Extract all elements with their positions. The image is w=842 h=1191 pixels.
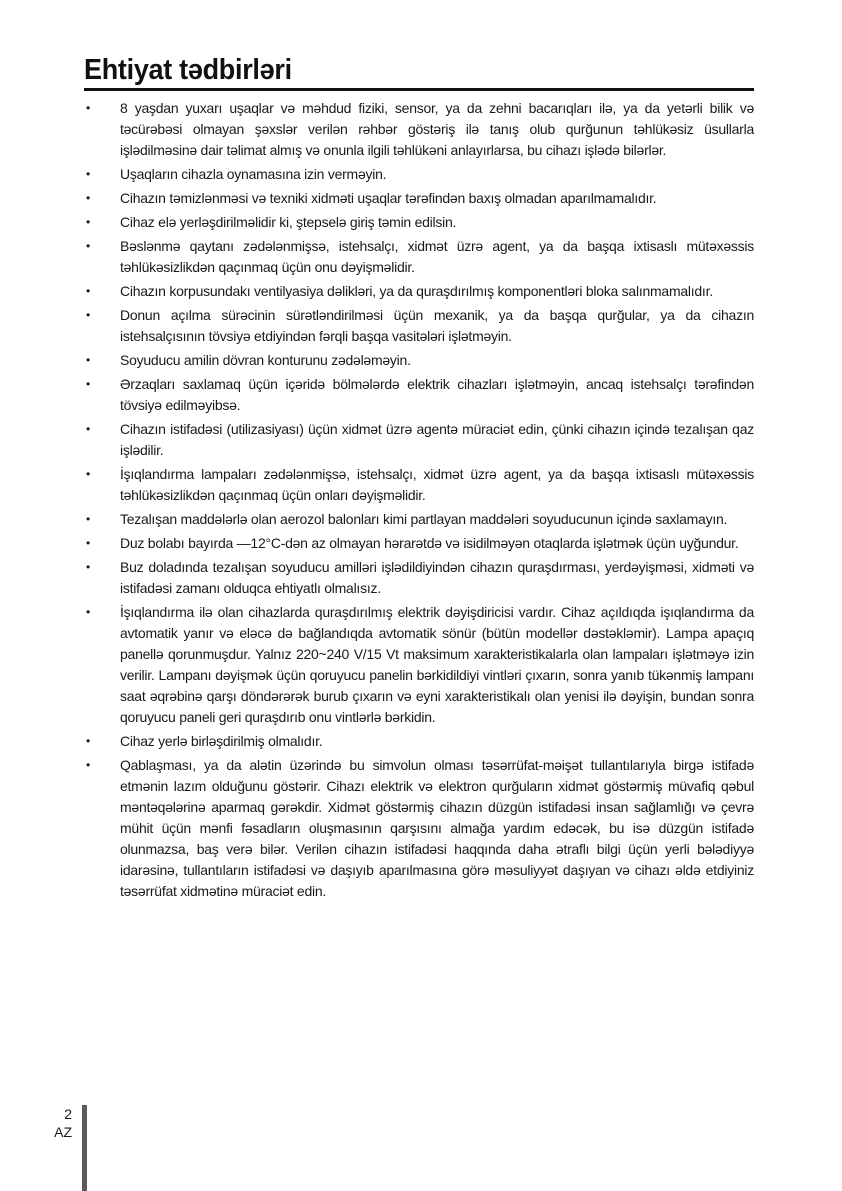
- bullet-icon: •: [86, 758, 90, 772]
- list-item-text: İşıqlandırma ilə olan cihazlarda quraşdırılmış elektrik dəyişdiricisi vardır. Cihaz açıldıqda işıqlandırma da avtomatik yanır və eləcə də bağlandıqda avtomatik sönür (bütün modellər dəstəkləmir). Lampa apaçıq panellə qorunmuşdur. Yalnız 220~240 V/15 Vt maksimum xarakteristikalarla olan lampaları işlətməyə izin verilir. Lampanı dəyişmək üçün qoruyucu panelin bərkidildiyi vintləri çıxarın, sonra yanıb tükənmiş lampanı saat əqrəbinə qarşı döndərərək burub çıxarın və eyni xarakteristikalı olan yenisi ilə dəyişin, bundan sonra qoruyucu paneli geri quraşdırıb onu vintlərlə bərkidin.: [120, 604, 754, 725]
- list-item-text: Cihazın istifadəsi (utilizasiyası) üçün xidmət üzrə agentə müraciət edin, çünki cihazın içində tezalışan qaz işlədilir.: [120, 421, 754, 458]
- list-item: [84, 557, 754, 599]
- bullet-icon: •: [86, 353, 90, 367]
- list-item: [84, 164, 754, 185]
- list-item-text: Soyuducu amilin dövran konturunu zədələməyin.: [120, 352, 411, 368]
- list-item: [84, 464, 754, 506]
- precautions-list: [84, 98, 754, 905]
- list-item-text: Donun açılma sürəcinin sürətləndirilməsi üçün mexanik, ya da başqa qurğular, ya da cihazın istehsalçısının tövsiyə etdiyindən fərqli başqa vasitələri işlətməyin.: [120, 307, 754, 344]
- list-item-text: Tezalışan maddələrlə olan aerozol balonları kimi partlayan maddələri soyuducunun içində saxlamayın.: [120, 511, 728, 527]
- bullet-icon: •: [86, 308, 90, 322]
- list-item-text: Cihazın korpusundakı ventilyasiya dəlikləri, ya da quraşdırılmış komponentləri bloka salınmamalıdır.: [120, 283, 713, 299]
- list-item: [84, 374, 754, 416]
- list-item: [84, 305, 754, 347]
- page-title: Ehtiyat tədbirləri: [84, 54, 292, 86]
- list-item: [84, 350, 754, 371]
- bullet-icon: •: [86, 605, 90, 619]
- list-item-text: Duz bolabı bayırda —12°C-dən az olmayan hərarətdə və isidilməyən otaqlarda işlətmək üçün uyğundur.: [120, 535, 739, 551]
- list-item-text: Qablaşması, ya da alətin üzərində bu simvolun olması təsərrüfat-məişət tullantılarıyla birgə istifadə etmənin lazım olduğunu göstərir. Cihazı elektrik və elektron qurğuların xidmət göstərmiş müvafiq qəbul məntəqələrinə aparmaq gərəkdir. Xidmət göstərmiş cihazın düzgün istifadəsi insan sağlamlığı və çevrə mühit üçün mənfi fəsadların oluşmasının qarşısını almağa yardım edəcək, bu isə düzgün istifadə olunmazsa, baş verə bilər. Verilən cihazın istifadəsi haqqında daha ətraflı bilgi üçün yerli bələdiyyə idarəsinə, tullantıların istifadəsi və daşıyıb aparılmasına görə məsuliyyət daşıyan və cihazı əldə etdiyiniz təsərrüfat xidmətinə müraciət edin.: [120, 757, 754, 899]
- list-item: [84, 212, 754, 233]
- title-underline: [84, 88, 754, 91]
- list-item: [84, 731, 754, 752]
- list-item: [84, 509, 754, 530]
- list-item-text: Cihaz elə yerləşdirilməlidir ki, ştepselə giriş təmin edilsin.: [120, 214, 457, 230]
- list-item-text: Ərzaqları saxlamaq üçün içəridə bölmələrdə elektrik cihazları işlətməyin, ancaq istehsalçı tərəfindən tövsiyə edilməyibsə.: [120, 376, 754, 413]
- list-item: [84, 533, 754, 554]
- page-edge-bar: [82, 1105, 87, 1191]
- bullet-icon: •: [86, 239, 90, 253]
- list-item: [84, 602, 754, 728]
- list-item-text: Cihazın təmizlənməsi və texniki xidməti uşaqlar tərəfindən baxış olmadan aparılmamalıdır.: [120, 190, 657, 206]
- bullet-icon: •: [86, 422, 90, 436]
- bullet-icon: •: [86, 560, 90, 574]
- list-item: [84, 98, 754, 161]
- list-item-text: Cihaz yerlə birləşdirilmiş olmalıdır.: [120, 733, 323, 749]
- bullet-icon: •: [86, 512, 90, 526]
- bullet-icon: •: [86, 191, 90, 205]
- bullet-icon: •: [86, 215, 90, 229]
- bullet-icon: •: [86, 377, 90, 391]
- list-item-text: 8 yaşdan yuxarı uşaqlar və məhdud fiziki, sensor, ya da zehni bacarıqları ilə, ya da yetərli bilik və təcürəbəsi olmayan şəxslər verilən rəhbər göstəriş ilə tanış olub qurğunun təhlükəsiz üsullarla işlədilməsinə dair təlimat almış və onunla ilgili təhlükəni anlayırlarsa, bu cihazı işlədə bilərlər.: [120, 100, 754, 158]
- language-code: AZ: [54, 1124, 72, 1140]
- list-item-text: Bəslənmə qaytanı zədələnmişsə, istehsalçı, xidmət üzrə agent, ya da başqa ixtisaslı mütəxəssis təhlükəsizlikdən qaçınmaq üçün onu dəyişməlidir.: [120, 238, 754, 275]
- bullet-icon: •: [86, 536, 90, 550]
- bullet-icon: •: [86, 734, 90, 748]
- list-item-text: İşıqlandırma lampaları zədələnmişsə, istehsalçı, xidmət üzrə agent, ya da başqa ixtisaslı mütəxəssis təhlükəsizlikdən qaçınmaq üçün onları dəyişməlidir.: [120, 466, 754, 503]
- bullet-icon: •: [86, 101, 90, 115]
- list-item-text: Buz doladında tezalışan soyuducu amilləri işlədildiyindən cihazın quraşdırması, yerdəyişməsi, xidməti və istifadəsi zamanı olduqca ehtiyatlı olmalısız.: [120, 559, 754, 596]
- bullet-icon: •: [86, 167, 90, 181]
- list-item: [84, 281, 754, 302]
- page-number: 2: [64, 1106, 72, 1122]
- list-item-text: Uşaqların cihazla oynamasına izin verməyin.: [120, 166, 387, 182]
- list-item: [84, 188, 754, 209]
- list-item: [84, 755, 754, 902]
- list-item: [84, 419, 754, 461]
- bullet-icon: •: [86, 284, 90, 298]
- list-item: [84, 236, 754, 278]
- bullet-icon: •: [86, 467, 90, 481]
